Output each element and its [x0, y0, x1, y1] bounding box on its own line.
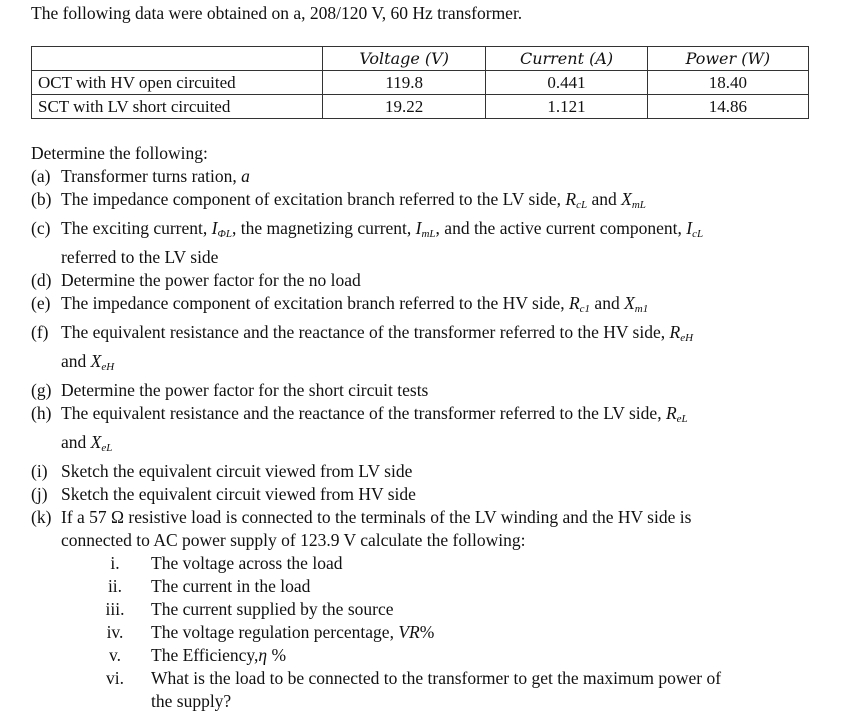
sub-item-text: The current supplied by the source	[151, 599, 394, 619]
item-text: referred to the LV side	[61, 247, 219, 267]
item-symbol: R	[669, 322, 681, 342]
item-text: The exciting current,	[61, 218, 212, 238]
table-header-cell: Voltage (V)	[322, 47, 485, 71]
table-cell-voltage: 119.8	[322, 71, 485, 95]
list-item	[31, 165, 821, 188]
item-label: (c)	[31, 218, 51, 238]
sub-item-text: What is the load to be connected to the transformer to get the maximum power of	[151, 668, 722, 688]
list-item	[31, 269, 821, 292]
sub-item-number: v.	[109, 645, 121, 665]
sub-question-list	[31, 552, 821, 713]
list-item	[31, 188, 821, 217]
item-label: (i)	[31, 461, 48, 481]
sub-list-item	[31, 598, 821, 621]
item-label: (g)	[31, 380, 52, 400]
item-text: If a 57 Ω resistive load is connected to the terminals of the LV winding and the HV side is	[61, 507, 692, 527]
item-text: , the magnetizing current,	[231, 218, 416, 238]
item-text: and	[590, 293, 625, 313]
table-cell-power: 14.86	[647, 95, 808, 119]
item-label: (a)	[31, 166, 51, 186]
table-header-cell: Power (W)	[647, 47, 808, 71]
item-label: (k)	[31, 507, 52, 527]
sub-item-text: The current in the load	[151, 576, 311, 596]
table-cell-power: 18.40	[647, 71, 808, 95]
sub-item-text: %	[267, 645, 287, 665]
table-header-cell: Current (A)	[486, 47, 647, 71]
item-text: Sketch the equivalent circuit viewed from LV side	[61, 461, 413, 481]
sub-item-text: %	[419, 622, 435, 642]
intro-text: The following data were obtained on a, 208/120 V, 60 Hz transformer.	[31, 3, 523, 23]
item-text: The impedance component of excitation branch referred to the HV side,	[61, 293, 569, 313]
list-item	[31, 292, 821, 321]
item-symbol: X	[90, 432, 102, 452]
sub-item-number: ii.	[107, 576, 123, 596]
table-header-row	[32, 47, 809, 71]
list-item	[31, 379, 821, 402]
item-text: , and the active current component,	[435, 218, 687, 238]
item-label: (f)	[31, 322, 49, 342]
item-symbol: X	[624, 293, 635, 313]
item-subscript: eH	[101, 361, 115, 373]
item-text: Determine the power factor for the short circuit tests	[61, 380, 429, 400]
item-subscript: ΦL	[217, 228, 232, 240]
item-label: (e)	[31, 293, 51, 313]
item-label: (j)	[31, 484, 48, 504]
list-item	[31, 483, 821, 506]
table-cell-label: SCT with LV short circuited	[32, 95, 323, 119]
table-cell-voltage: 19.22	[322, 95, 485, 119]
item-text: The impedance component of excitation branch referred to the LV side,	[61, 189, 566, 209]
sub-list-item	[31, 552, 821, 575]
sub-list-item	[31, 644, 821, 667]
item-subscript: eL	[101, 442, 113, 454]
item-subscript: eH	[680, 332, 694, 344]
item-text: Determine the power factor for the no load	[61, 270, 361, 290]
list-item	[31, 506, 821, 552]
sub-list-item	[31, 667, 821, 713]
item-text: Sketch the equivalent circuit viewed from HV side	[61, 484, 416, 504]
sub-item-number: iii.	[105, 599, 125, 619]
item-symbol: X	[621, 189, 632, 209]
item-symbol: I	[686, 218, 693, 238]
list-item	[31, 460, 821, 483]
item-symbol: R	[568, 293, 580, 313]
question-list	[31, 142, 821, 713]
item-symbol: X	[90, 351, 102, 371]
table-cell-label: OCT with HV open circuited	[32, 71, 323, 95]
item-text: and	[587, 189, 622, 209]
item-text: connected to AC power supply of 123.9 V calculate the following:	[61, 530, 526, 550]
item-subscript: cL	[692, 228, 704, 240]
item-symbol: a	[241, 166, 250, 186]
item-symbol: I	[415, 218, 422, 238]
item-text: and	[61, 432, 91, 452]
item-subscript: eL	[676, 413, 688, 425]
test-data-table	[31, 46, 809, 119]
item-subscript: mL	[631, 199, 646, 211]
list-item	[31, 321, 821, 379]
sub-item-number: iv.	[106, 622, 124, 642]
item-label: (d)	[31, 270, 52, 290]
item-subscript: m1	[634, 303, 649, 315]
item-subscript: cL	[576, 199, 588, 211]
sub-item-symbol: VR	[398, 622, 420, 642]
sub-item-text: The Efficiency,	[151, 645, 259, 665]
sub-item-text: the supply?	[151, 691, 232, 711]
item-subscript: mL	[421, 228, 436, 240]
table-row	[32, 71, 809, 95]
sub-item-symbol: η	[258, 645, 268, 665]
item-symbol: I	[211, 218, 218, 238]
item-symbol: R	[565, 189, 577, 209]
list-item	[31, 217, 821, 269]
item-label: (b)	[31, 189, 52, 209]
item-text: The equivalent resistance and the reactance of the transformer referred to the HV side,	[61, 322, 670, 342]
sub-item-number: i.	[110, 553, 120, 573]
sub-item-number: vi.	[106, 668, 124, 688]
list-item	[31, 402, 821, 460]
table-header-cell	[32, 47, 323, 71]
item-text: and	[61, 351, 91, 371]
item-symbol: R	[665, 403, 677, 423]
table-cell-current: 0.441	[486, 71, 647, 95]
item-text: Transformer turns ration,	[61, 166, 242, 186]
list-heading: Determine the following:	[31, 143, 208, 163]
sub-item-text: The voltage across the load	[151, 553, 343, 573]
item-label: (h)	[31, 403, 52, 423]
table-row	[32, 95, 809, 119]
sub-list-item	[31, 621, 821, 644]
sub-item-text: The voltage regulation percentage,	[151, 622, 399, 642]
item-text: The equivalent resistance and the reactance of the transformer referred to the LV side,	[61, 403, 666, 423]
sub-list-item	[31, 575, 821, 598]
item-subscript: c1	[579, 303, 591, 315]
table-cell-current: 1.121	[486, 95, 647, 119]
